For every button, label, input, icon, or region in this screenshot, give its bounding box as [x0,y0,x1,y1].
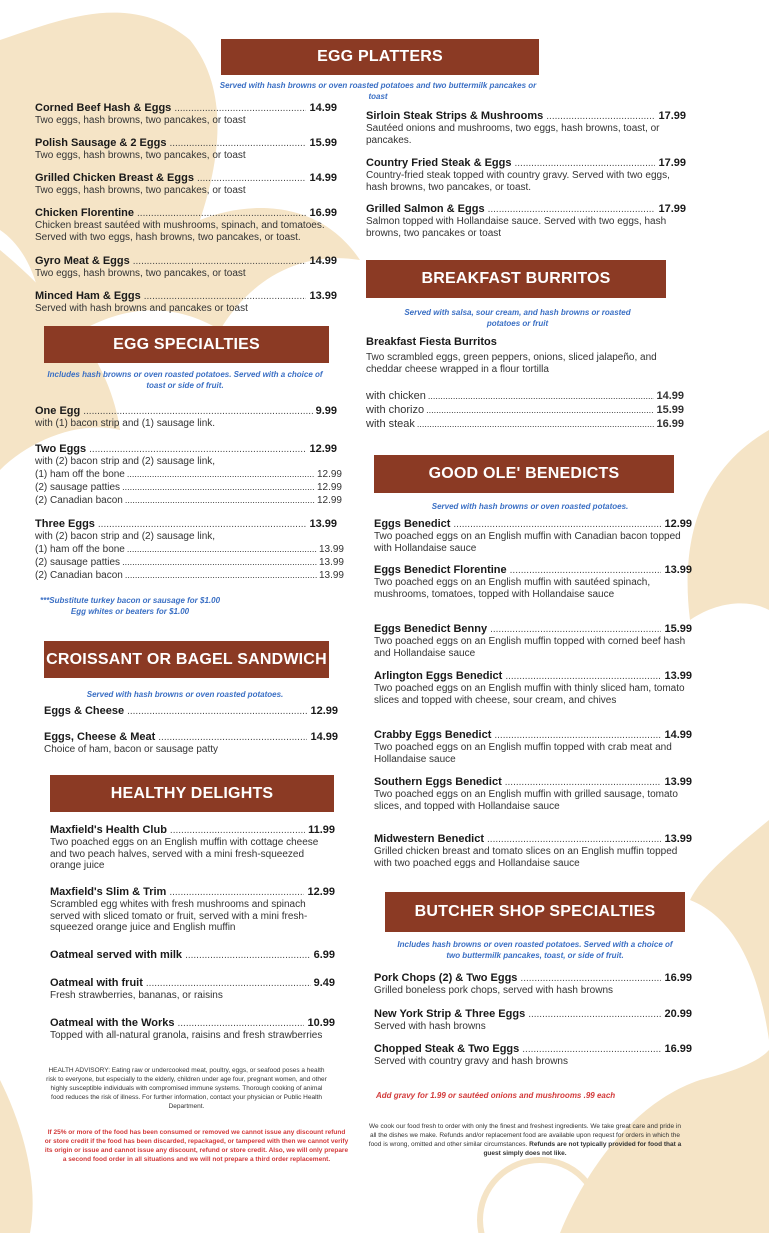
substitute-note-line2: Egg whites or beaters for $1.00 [70,607,190,616]
egg-specialties-banner: EGG SPECIALTIES [44,326,329,363]
option-row [366,403,684,417]
item-name: Eggs & Cheese [44,705,125,717]
three-eggs-item [35,518,344,582]
menu-item [35,102,337,127]
item-desc: Two scrambled eggs, green peppers, onions, sliced jalapeño, and cheddar cheese wrapped in a flour tortilla [366,352,657,375]
item-desc: Country-fried steak topped with country gravy. Served with two eggs, hash browns, two pancakes, or toast. [366,170,670,193]
item-name: Maxfield's Slim & Trim [50,886,167,898]
item-desc: Grilled boneless pork chops, served with hash browns [374,985,614,996]
menu-item [44,731,338,756]
option-price: 15.99 [656,404,684,416]
item-price: 13.99 [309,518,337,530]
item-price: 14.99 [664,729,692,741]
item-name: Oatmeal with the Works [50,1017,175,1029]
item-price: 13.99 [664,833,692,845]
item-price: 13.99 [664,776,692,788]
butcher-banner: BUTCHER SHOP SPECIALTIES [385,892,685,932]
item-name: Oatmeal with fruit [50,977,143,989]
item-desc: Served with country gravy and hash browns [374,1056,568,1067]
burritos-subtitle: Served with salsa, sour cream, and hash browns or roasted potatoes or fruit [404,308,631,328]
item-price: 14.99 [309,255,337,267]
item-name: Gyro Meat & Eggs [35,255,130,267]
item-desc: with (2) bacon strip and (2) sausage link, [35,531,216,542]
egg-platters-subtitle: Served with hash browns or oven roasted potatoes and two buttermilk pancakes or toast [219,81,537,101]
gravy-note: Add gravy for 1.99 or sautéed onions and mushrooms .99 each [376,1091,616,1100]
option-price: 12.99 [316,481,342,493]
item-name: Pork Chops (2) & Two Eggs [374,972,518,984]
menu-item [374,670,692,706]
option-label: (1) ham off the bone [35,543,125,555]
healthy-delights-banner: HEALTHY DELIGHTS [50,775,334,812]
item-name: Polish Sausage & 2 Eggs [35,137,167,149]
item-price: 13.99 [664,670,692,682]
item-price: 12.99 [309,443,337,455]
option-price: 13.99 [318,569,344,581]
option-price: 12.99 [316,468,342,480]
item-name: Crabby Eggs Benedict [374,729,492,741]
item-desc: Served with hash browns [374,1021,486,1032]
croissant-subtitle: Served with hash browns or oven roasted potatoes. [86,690,284,699]
cook-note-bold: Refunds are not typically provided for food that a guest simply does not like. [483,1141,682,1157]
item-price: 17.99 [658,157,686,169]
two-eggs-item [35,443,342,507]
item-price: 16.99 [664,972,692,984]
item-price: 6.99 [313,949,335,961]
option-price: 12.99 [316,494,342,506]
item-name: Country Fried Steak & Eggs [366,157,512,169]
menu-item [366,157,686,193]
option-row [366,417,684,431]
option-label: (2) sausage patties [35,481,121,493]
option-label: with steak [366,418,415,430]
option-label: (2) Canadian bacon [35,569,123,581]
burritos-banner: BREAKFAST BURRITOS [366,260,666,298]
cook-note-text: We cook our food fresh to order with only the finest and freshest ingredients. We take great care and pride in all the dishes we make. Refunds and/or replacement food are available upon request for orders in which the food is wrong, omitted and other similar circumstances. [368,1123,681,1148]
item-desc: Grilled chicken breast and tomato slices on an English muffin topped with two poached eggs and Hollandaise sauce [374,846,678,869]
substitute-note [20,595,240,617]
item-desc: Two poached eggs on an English muffin with grilled sausage, tomato slices, and topped with Hollandaise sauce [374,789,678,812]
item-desc: Two eggs, hash browns, two pancakes, or toast [35,185,246,196]
option-row [35,556,344,569]
menu-item [374,972,692,997]
three-eggs-options [35,543,344,582]
item-price: 16.99 [664,1043,692,1055]
item-desc: Two eggs, hash browns, two pancakes, or toast [35,268,246,279]
croissant-banner: CROISSANT OR BAGEL SANDWICH [44,641,329,678]
item-desc: Sautéed onions and mushrooms, two eggs, hash browns, toast, or pancakes. [366,123,660,146]
option-row [35,468,342,481]
item-name: Chopped Steak & Two Eggs [374,1043,520,1055]
item-desc: Two poached eggs on an English muffin with cottage cheese and two peach halves, served with a mini fresh-squeezed orange juice [50,837,319,871]
item-desc: Salmon topped with Hollandaise sauce. Served with two eggs, hash browns, two pancakes or toast [366,216,667,239]
item-name: Breakfast Fiesta Burritos [366,336,497,348]
item-name: Oatmeal served with milk [50,949,183,961]
item-name: Southern Eggs Benedict [374,776,502,788]
menu-item [374,776,692,812]
menu-item [35,290,337,315]
item-name: Eggs, Cheese & Meat [44,731,156,743]
item-price: 15.99 [664,623,692,635]
option-row [35,494,342,507]
option-label: (2) Canadian bacon [35,494,123,506]
option-row [35,569,344,582]
item-price: 20.99 [664,1008,692,1020]
item-name: New York Strip & Three Eggs [374,1008,526,1020]
two-eggs-options [35,468,342,507]
menu-item [35,207,337,243]
item-price: 12.99 [664,518,692,530]
item-name: Eggs Benedict [374,518,451,530]
item-name: Grilled Salmon & Eggs [366,203,485,215]
menu-item [374,518,692,554]
menu-item [374,729,692,765]
item-name: Sirloin Steak Strips & Mushrooms [366,110,544,122]
item-name: Eggs Benedict Benny [374,623,488,635]
menu-item [35,137,337,162]
option-price: 14.99 [656,390,684,402]
item-price: 14.99 [309,172,337,184]
menu-item [35,255,337,280]
item-desc: Two poached eggs on an English muffin topped with crab meat and Hollandaise sauce [374,742,672,765]
cook-note [365,1122,685,1158]
item-desc: Served with hash browns and pancakes or toast [35,303,248,314]
item-desc: with (1) bacon strip and (1) sausage link. [35,418,216,429]
item-name: One Egg [35,405,81,417]
option-price: 13.99 [318,543,344,555]
butcher-subtitle: Includes hash browns or oven roasted potatoes. Served with a choice of two buttermilk pancakes, toast, or side of fruit. [397,940,673,960]
burrito-options [366,389,684,431]
item-name: Corned Beef Hash & Eggs [35,102,172,114]
menu-item [50,949,335,962]
item-desc: Chicken breast sautéed with mushrooms, spinach, and tomatoes. Served with two eggs, hash browns, two pancakes, or toast. [35,220,325,243]
item-desc: Fresh strawberries, bananas, or raisins [50,990,223,1001]
egg-specialties-subtitle: Includes hash browns or oven roasted potatoes. Served with a choice of toast or side of fruit. [47,370,323,390]
item-desc: Two poached eggs on an English muffin with sautéed spinach, mushrooms, tomatoes, topped with Hollandaise sauce [374,577,651,600]
item-price: 11.99 [308,824,335,836]
item-name: Chicken Florentine [35,207,135,219]
item-price: 16.99 [309,207,337,219]
item-name: Maxfield's Health Club [50,824,167,836]
item-desc: Two poached eggs on an English muffin topped with corned beef hash and Hollandaise sauce [374,636,686,659]
item-price: 10.99 [307,1017,335,1029]
menu-item [50,886,335,934]
option-label: (1) ham off the bone [35,468,125,480]
option-label: with chorizo [366,404,425,416]
item-price: 9.49 [313,977,335,989]
menu-item [374,833,692,869]
item-price: 13.99 [664,564,692,576]
item-desc: Two poached eggs on an English muffin with Canadian bacon topped with Hollandaise sauce [374,531,681,554]
item-desc: Choice of ham, bacon or sausage patty [44,744,218,755]
option-price: 13.99 [318,556,344,568]
option-label: with chicken [366,390,426,402]
substitute-note-line1: ***Substitute turkey bacon or sausage for $1.00 [39,596,221,605]
menu-item [50,1017,335,1042]
item-price: 12.99 [307,886,335,898]
menu-item [374,564,692,600]
refund-policy: If 25% or more of the food has been consumed or removed we cannot issue any discount refund or store credit if the food has been discarded, repackaged, or tampered with then we cannot verify its origin or issue and cannot issue any discount, refund or store credit. Also, we will only prepare a second food order in all situations and we will not prepare a third order replacement. [44,1129,349,1163]
menu-item [35,172,337,197]
menu-item [50,977,335,1002]
benedicts-banner: GOOD OLE' BENEDICTS [374,455,674,493]
item-desc: with (2) bacon strip and (2) sausage link, [35,456,216,467]
item-price: 14.99 [309,102,337,114]
benedicts-subtitle: Served with hash browns or oven roasted potatoes. [431,502,629,511]
item-desc: Two poached eggs on an English muffin with thinly sliced ham, tomato slices and topped with cheese, sour cream, and chives [374,683,685,706]
item-name: Two Eggs [35,443,87,455]
item-desc: Scrambled egg whites with fresh mushrooms and spinach served with sliced tomato or fruit, served with a mini fresh-squeezed orange juice and English muffin [50,899,308,933]
menu-item [366,203,686,239]
item-name: Minced Ham & Eggs [35,290,141,302]
item-desc: Two eggs, hash browns, two pancakes, or toast [35,115,246,126]
item-price: 13.99 [309,290,337,302]
option-row [35,481,342,494]
item-name: Three Eggs [35,518,95,530]
item-desc: Topped with all-natural granola, raisins and fresh strawberries [50,1030,323,1041]
menu-item [374,1008,692,1033]
menu-item [44,705,338,718]
item-price: 14.99 [310,731,338,743]
item-price: 17.99 [658,110,686,122]
item-name: Midwestern Benedict [374,833,485,845]
one-egg-item [35,405,337,430]
menu-item [374,623,692,659]
item-price: 9.99 [315,405,337,417]
item-price: 12.99 [310,705,338,717]
burrito-item [366,336,686,375]
option-row [366,389,684,403]
item-name: Eggs Benedict Florentine [374,564,507,576]
item-name: Arlington Eggs Benedict [374,670,503,682]
menu-item [374,1043,692,1068]
option-row [35,543,344,556]
item-price: 17.99 [658,203,686,215]
item-price: 15.99 [309,137,337,149]
option-label: (2) sausage patties [35,556,121,568]
menu-item [50,824,335,872]
item-name: Grilled Chicken Breast & Eggs [35,172,194,184]
menu-item [366,110,686,146]
egg-platters-banner: EGG PLATTERS [221,39,539,75]
health-advisory: HEALTH ADVISORY: Eating raw or undercooked meat, poultry, eggs, or seafood poses a health risk to everyone, but especially to the elderly, children under age four, pregnant women, and other highly susceptible individuals with compromised immune systems. Thorough cooking of animal food reduces the risk of illness. For further information, contact your physician or Public Health Department. [46,1067,327,1110]
item-desc: Two eggs, hash browns, two pancakes, or toast [35,150,246,161]
option-price: 16.99 [656,418,684,430]
